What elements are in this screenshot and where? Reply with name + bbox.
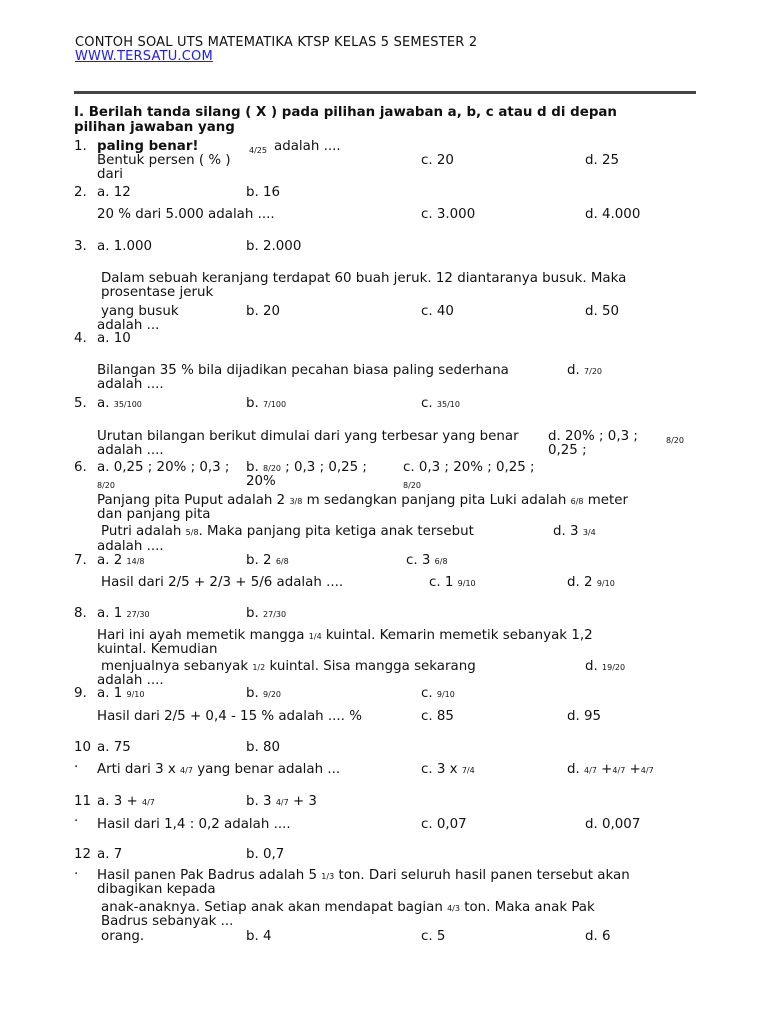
option-label: b. bbox=[246, 396, 259, 411]
fraction: 6/8 bbox=[570, 497, 584, 506]
instruction-bold: paling benar! bbox=[97, 139, 199, 154]
text-part: Hari ini ayah memetik mangga bbox=[97, 628, 305, 643]
plus-sign: + bbox=[629, 762, 641, 777]
question-text: Bentuk persen ( % ) bbox=[97, 153, 231, 168]
option-c[interactable] bbox=[421, 686, 455, 702]
document-title: CONTOH SOAL UTS MATEMATIKA KTSP KELAS 5 SEMESTER 2 bbox=[75, 35, 478, 50]
fraction: 9/10 bbox=[126, 690, 145, 699]
question-number: 11 bbox=[74, 794, 92, 809]
text-part: ton. Dari seluruh hasil panen tersebut akan bbox=[338, 868, 630, 883]
text-part: Putri adalah bbox=[101, 524, 182, 539]
option-a[interactable] bbox=[97, 553, 144, 569]
option-b[interactable]: b. 4 bbox=[246, 929, 272, 944]
text-part: Hasil panen Pak Badrus adalah 5 bbox=[97, 868, 318, 883]
option-d[interactable]: d. 0,007 bbox=[585, 817, 641, 832]
question-number: 7. bbox=[74, 553, 87, 568]
text-part: kuintal. Kemarin memetik sebanyak 1,2 bbox=[325, 628, 593, 643]
text-part: ton. Maka anak Pak bbox=[464, 900, 595, 915]
question-number: 9. bbox=[74, 686, 87, 701]
option-c[interactable]: c. 0,3 ; 20% ; 0,25 ; bbox=[403, 460, 535, 475]
fraction: 4/7 bbox=[180, 766, 193, 775]
option-c[interactable]: c. 85 bbox=[421, 709, 454, 724]
option-d[interactable]: d. 95 bbox=[567, 709, 602, 724]
question-text: adalah .... bbox=[274, 139, 341, 154]
fraction: 7/4 bbox=[461, 766, 475, 775]
option-label: c. bbox=[421, 686, 433, 701]
fraction: 6/8 bbox=[434, 557, 448, 566]
option-a[interactable]: a. 12 bbox=[97, 185, 131, 200]
question-text: dibagikan kepada bbox=[97, 882, 216, 897]
fraction: 3/8 bbox=[289, 497, 303, 506]
option-label: b. bbox=[246, 460, 259, 475]
question-text: Hasil dari 2/5 + 2/3 + 5/6 adalah .... bbox=[101, 575, 344, 590]
option-label: c. bbox=[421, 396, 433, 411]
question-number: 12 bbox=[74, 847, 92, 862]
fraction: 8/20 bbox=[666, 436, 684, 445]
question-text: Urutan bilangan berikut dimulai dari yang terbesar yang benar bbox=[97, 429, 519, 444]
option-label: b. 3 bbox=[246, 794, 272, 809]
fraction: 9/10 bbox=[436, 690, 455, 699]
option-label: d. bbox=[567, 762, 580, 777]
fraction: 8/20 bbox=[97, 481, 115, 490]
option-c[interactable]: c. 0,07 bbox=[421, 817, 467, 832]
option-b[interactable] bbox=[246, 396, 286, 412]
question-text: kuintal. Kemudian bbox=[97, 642, 218, 657]
text-part: meter bbox=[587, 493, 629, 508]
option-d[interactable] bbox=[553, 524, 596, 540]
option-label: d. bbox=[585, 659, 598, 674]
option-b[interactable]: b. 2.000 bbox=[246, 239, 302, 254]
fraction: 35/10 bbox=[436, 400, 460, 409]
question-number-dot: . bbox=[74, 863, 79, 878]
fraction: 19/20 bbox=[602, 663, 626, 672]
option-c[interactable]: c. 20 bbox=[421, 153, 454, 168]
option-d[interactable] bbox=[567, 363, 602, 379]
option-b[interactable] bbox=[246, 553, 289, 569]
option-label: a. bbox=[97, 396, 110, 411]
fraction: 35/100 bbox=[113, 400, 142, 409]
fraction: 7/100 bbox=[263, 400, 287, 409]
question-text: adalah .... bbox=[97, 443, 164, 458]
option-b[interactable]: b. 0,7 bbox=[246, 847, 285, 862]
question-number: 3. bbox=[74, 239, 87, 254]
question-text: adalah .... bbox=[97, 539, 164, 554]
option-label: d. 2 bbox=[567, 575, 593, 590]
question-text: adalah .... bbox=[97, 673, 164, 688]
option-label: d. bbox=[567, 363, 580, 378]
option-label: a. 3 + bbox=[97, 794, 138, 809]
fraction: 27/30 bbox=[263, 610, 287, 619]
option-d[interactable]: d. 6 bbox=[585, 929, 611, 944]
question-text: Hasil dari 2/5 + 0,4 - 15 % adalah .... % bbox=[97, 709, 362, 724]
option-b[interactable] bbox=[246, 686, 281, 702]
question-text: dan panjang pita bbox=[97, 507, 211, 522]
option-d[interactable]: d. 50 bbox=[585, 304, 620, 319]
option-text: ; 0,3 ; 0,25 ; bbox=[285, 460, 367, 475]
question-number: 6. bbox=[74, 460, 87, 475]
question-text: Badrus sebanyak ... bbox=[101, 914, 234, 929]
question-number: 8. bbox=[74, 606, 87, 621]
question-text: dari bbox=[97, 167, 123, 182]
instruction-line-2: pilihan jawaban yang bbox=[74, 120, 235, 135]
question-number: 4. bbox=[74, 331, 87, 346]
option-a[interactable]: a. 75 bbox=[97, 740, 131, 755]
fraction: 4/7 bbox=[584, 766, 597, 775]
question-text: yang busuk bbox=[101, 304, 179, 319]
option-d[interactable]: d. 25 bbox=[585, 153, 620, 168]
option-b[interactable]: b. 20 bbox=[246, 304, 281, 319]
option-c[interactable] bbox=[406, 553, 448, 569]
option-label: b. bbox=[246, 686, 259, 701]
option-c[interactable]: c. 5 bbox=[421, 929, 446, 944]
option-b[interactable]: b. 80 bbox=[246, 740, 281, 755]
question-text bbox=[101, 524, 474, 540]
plus-sign: + bbox=[601, 762, 613, 777]
option-d[interactable]: d. 4.000 bbox=[585, 207, 641, 222]
question-text: Hasil dari 1,4 : 0,2 adalah .... bbox=[97, 817, 291, 832]
fraction: 4/7 bbox=[275, 798, 289, 807]
option-c[interactable] bbox=[429, 575, 476, 591]
fraction: 5/8 bbox=[185, 528, 199, 537]
fraction: 4/7 bbox=[640, 766, 654, 775]
text-part: yang benar adalah ... bbox=[197, 762, 341, 777]
text-part: m sedangkan panjang pita Luki adalah bbox=[306, 493, 567, 508]
option-b[interactable]: b. 16 bbox=[246, 185, 281, 200]
question-text: Dalam sebuah keranjang terdapat 60 buah jeruk. 12 diantaranya busuk. Maka bbox=[101, 271, 627, 286]
fraction: 4/25 bbox=[249, 146, 267, 155]
option-label: b. 2 bbox=[246, 553, 272, 568]
option-c[interactable]: c. 3.000 bbox=[421, 207, 476, 222]
option-d[interactable] bbox=[585, 659, 625, 675]
question-text: 20 % dari 5.000 adalah .... bbox=[97, 207, 275, 222]
text-part: Panjang pita Puput adalah 2 bbox=[97, 493, 286, 508]
fraction: 7/20 bbox=[584, 367, 602, 376]
option-b[interactable] bbox=[246, 794, 317, 810]
option-label: a. 1 bbox=[97, 606, 123, 621]
option-b[interactable] bbox=[246, 606, 286, 622]
text-part: anak-anaknya. Setiap anak akan mendapat bagian bbox=[101, 900, 443, 915]
option-text: d. 20% ; 0,3 ; bbox=[548, 429, 638, 444]
question-number: 1. bbox=[74, 139, 87, 154]
fraction: 9/10 bbox=[457, 579, 476, 588]
question-text: prosentase jeruk bbox=[101, 285, 214, 300]
question-text: adalah ... bbox=[97, 318, 160, 333]
question-number: 10 bbox=[74, 740, 92, 755]
question-number-dot: . bbox=[74, 756, 79, 771]
option-d[interactable] bbox=[548, 429, 638, 444]
option-a[interactable]: a. 0,25 ; 20% ; 0,3 ; bbox=[97, 460, 230, 475]
option-a[interactable] bbox=[97, 606, 150, 622]
fraction: 8/20 bbox=[263, 464, 281, 473]
question-text: orang. bbox=[101, 929, 145, 944]
fraction: 8/20 bbox=[403, 481, 421, 490]
question-number: 5. bbox=[74, 396, 87, 411]
fraction: 1/3 bbox=[321, 872, 335, 881]
option-label: c. 3 x bbox=[421, 762, 458, 777]
option-label: a. 2 bbox=[97, 553, 123, 568]
question-text: adalah .... bbox=[97, 377, 164, 392]
question-text: Bilangan 35 % bila dijadikan pecahan biasa paling sederhana bbox=[97, 363, 509, 378]
fraction: 9/10 bbox=[596, 579, 615, 588]
fraction: 4/3 bbox=[447, 904, 460, 913]
option-text: 0,25 ; bbox=[548, 443, 587, 458]
option-d[interactable] bbox=[567, 575, 615, 591]
fraction: 3/4 bbox=[582, 528, 596, 537]
option-a[interactable] bbox=[97, 396, 142, 412]
option-label: d. 3 bbox=[553, 524, 579, 539]
option-text: 20% bbox=[246, 474, 276, 489]
question-number-dot: . bbox=[74, 810, 79, 825]
question-text bbox=[97, 762, 340, 778]
website-link[interactable]: WWW.TERSATU.COM bbox=[75, 49, 213, 64]
option-a[interactable]: a. 7 bbox=[97, 847, 123, 862]
text-part: Arti dari 3 x bbox=[97, 762, 176, 777]
option-c[interactable]: c. 40 bbox=[421, 304, 454, 319]
option-a[interactable] bbox=[97, 794, 155, 810]
option-label: c. 1 bbox=[429, 575, 454, 590]
fraction: 1/4 bbox=[308, 632, 322, 641]
text-part: . Maka panjang pita ketiga anak tersebut bbox=[198, 524, 474, 539]
fraction: 27/30 bbox=[126, 610, 150, 619]
option-text: + 3 bbox=[292, 794, 317, 809]
instruction-line-1: I. Berilah tanda silang ( X ) pada pilihan jawaban a, b, c atau d di depan bbox=[74, 105, 617, 120]
fraction: 9/20 bbox=[263, 690, 281, 699]
text-part: menjualnya sebanyak bbox=[101, 659, 249, 674]
option-c[interactable] bbox=[421, 396, 460, 412]
option-label: b. bbox=[246, 606, 259, 621]
question-number: 2. bbox=[74, 185, 87, 200]
option-c[interactable] bbox=[421, 762, 475, 778]
option-d[interactable] bbox=[567, 762, 654, 778]
option-a[interactable]: a. 10 bbox=[97, 331, 131, 346]
header-divider bbox=[74, 91, 696, 94]
option-a[interactable]: a. 1.000 bbox=[97, 239, 153, 254]
fraction: 4/7 bbox=[612, 766, 626, 775]
option-label: a. 1 bbox=[97, 686, 123, 701]
option-label: c. 3 bbox=[406, 553, 431, 568]
fraction: 4/7 bbox=[141, 798, 155, 807]
option-a[interactable] bbox=[97, 686, 144, 702]
fraction: 14/8 bbox=[126, 557, 145, 566]
fraction: 1/2 bbox=[252, 663, 266, 672]
text-part: kuintal. Sisa mangga sekarang bbox=[269, 659, 476, 674]
fraction: 6/8 bbox=[275, 557, 289, 566]
